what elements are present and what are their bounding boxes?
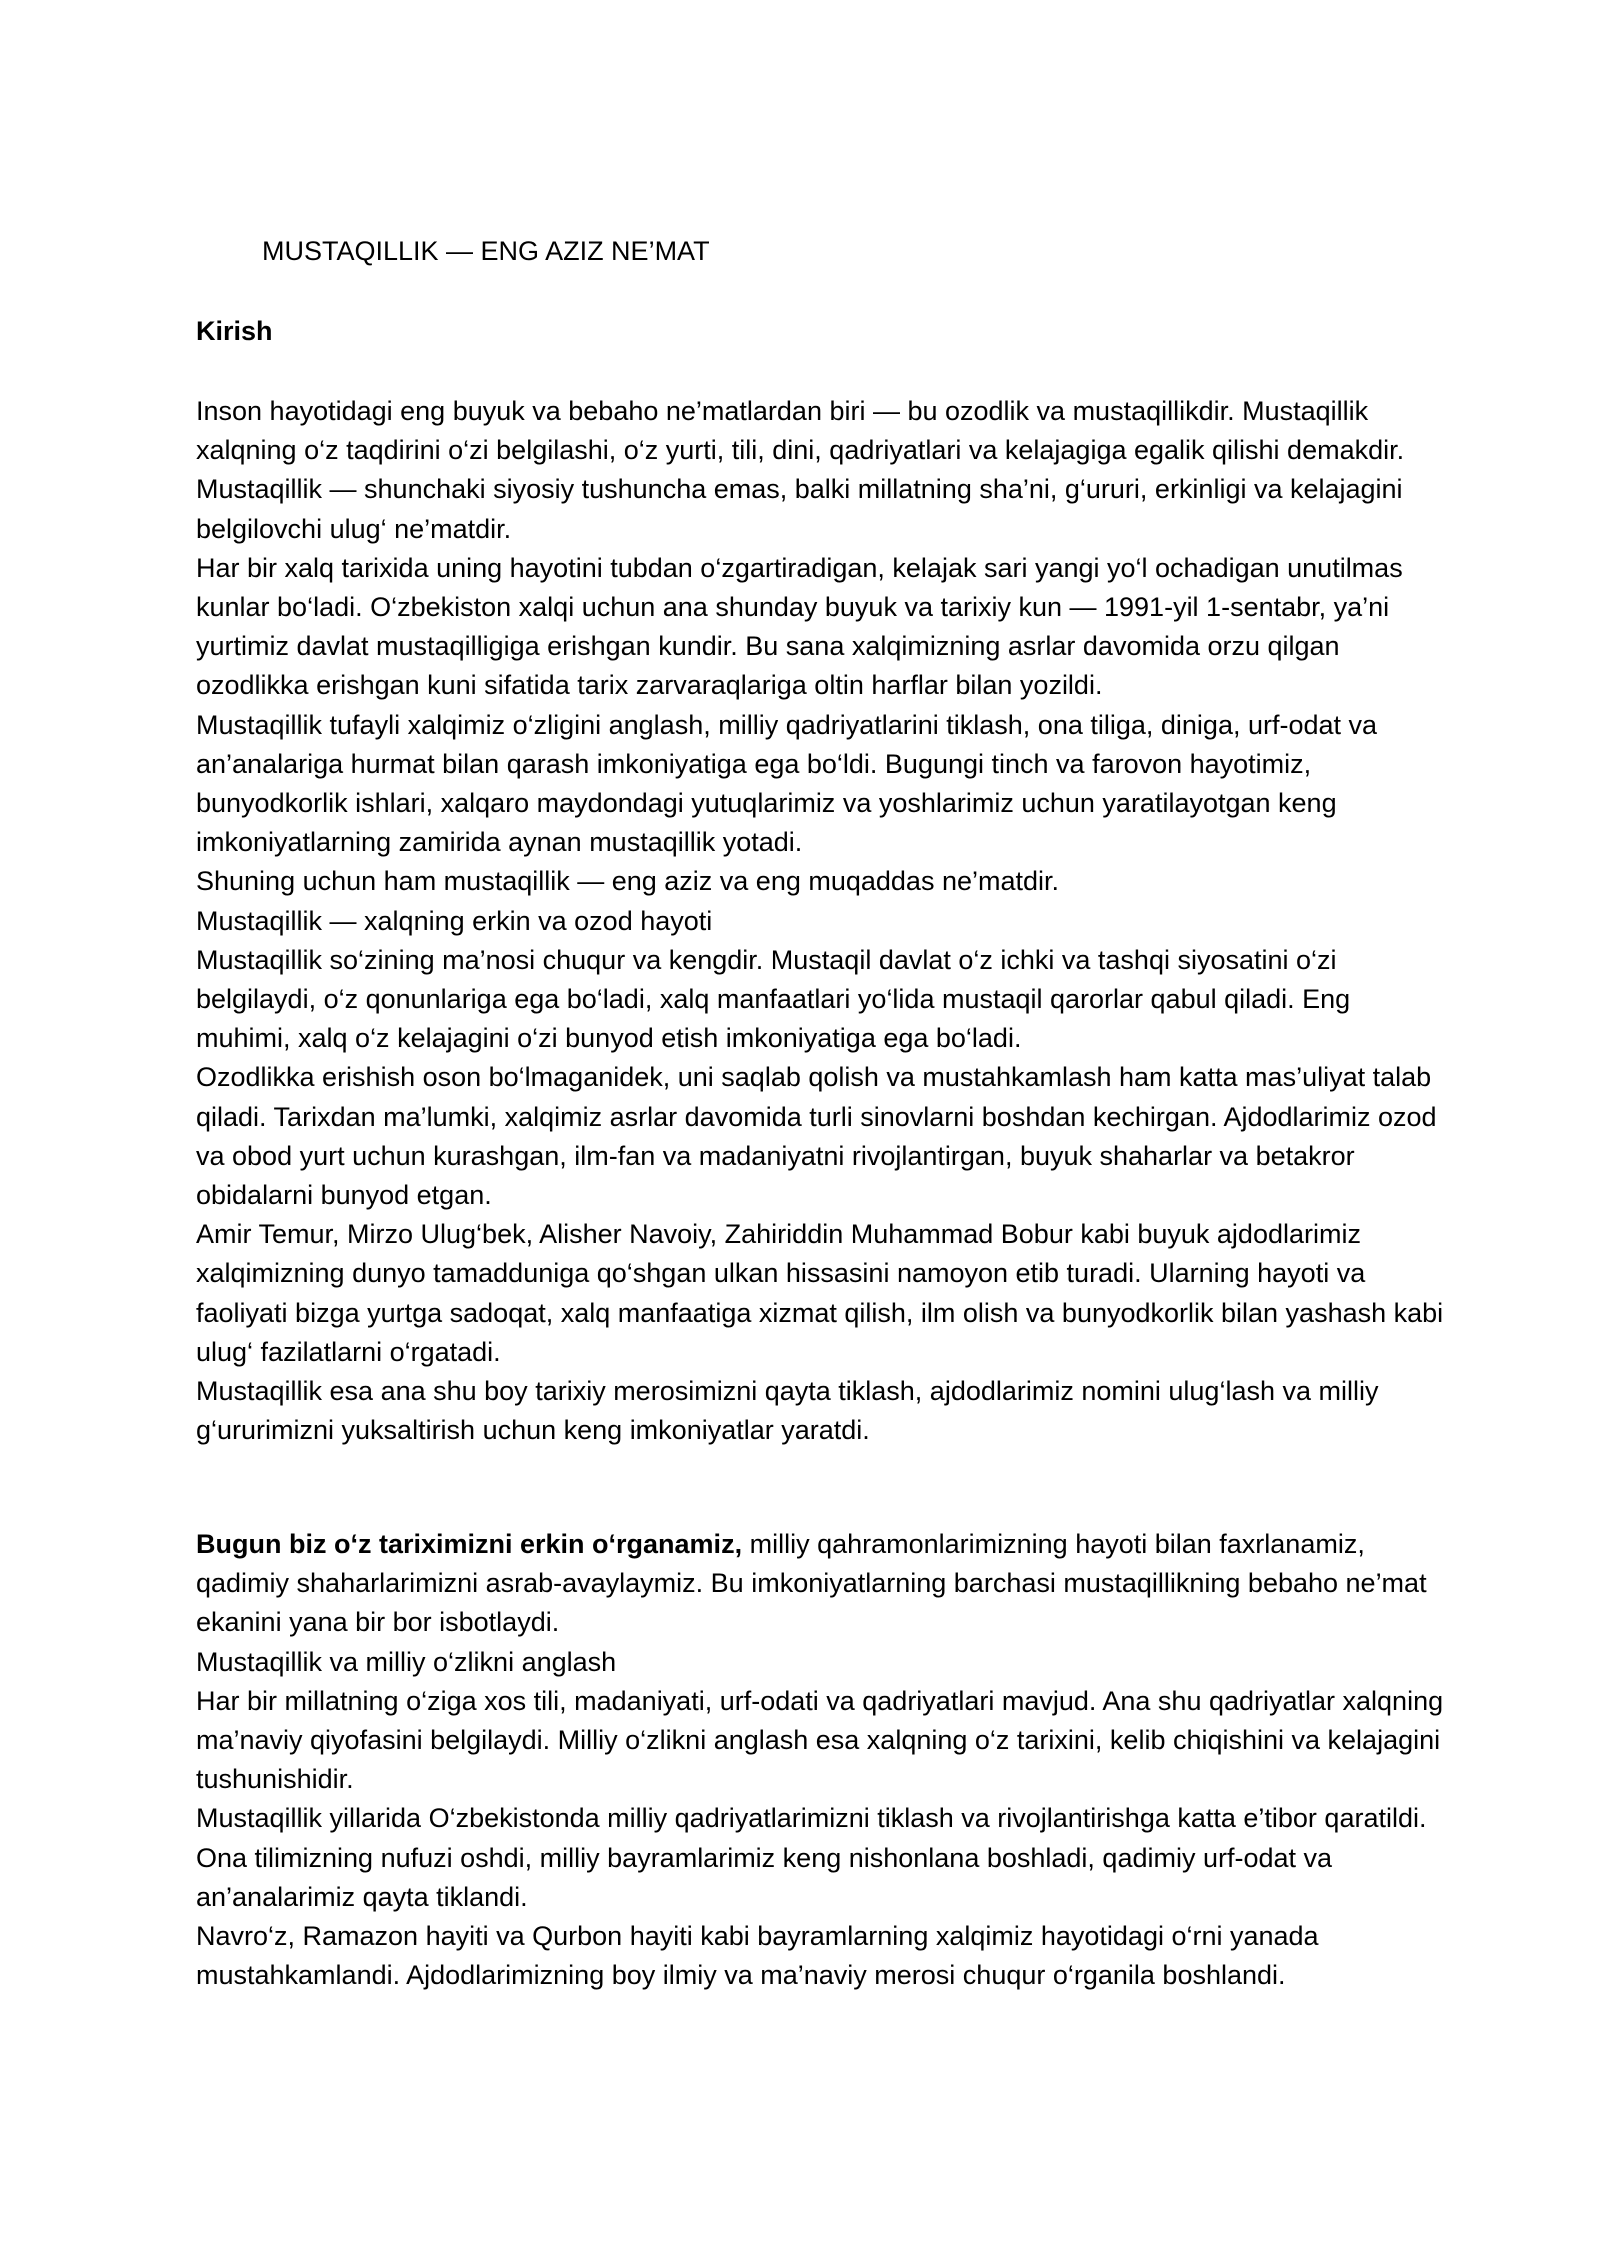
paragraph [196, 1525, 1446, 1643]
bold-lead-text: Bugun biz o‘z tariximizni erkin o‘rganamiz, [196, 1529, 743, 1559]
history-section [196, 1525, 1446, 1995]
paragraph: Navro‘z, Ramazon hayiti va Qurbon hayiti kabi bayramlarning xalqimiz hayotidagi o‘rni yanada mustahkamlandi. Ajdodlarimizning boy ilmiy va ma’naviy merosi chuqur o‘rganila boshlandi. [196, 1921, 1319, 1991]
paragraph: Shuning uchun ham mustaqillik — eng aziz va eng muqaddas ne’matdir. [196, 866, 1059, 897]
section-subheading: Mustaqillik — xalqning erkin va ozod hayoti [196, 905, 713, 936]
document-title: MUSTAQILLIK — ENG AZIZ NE’MAT [262, 236, 710, 266]
paragraph: Mustaqillik yillarida O‘zbekistonda milliy qadriyatlarimizni tiklash va rivojlantirishga katta e’tibor qaratildi. Ona tilimizning nufuzi oshdi, milliy bayramlarimiz keng nishonlana boshladi, qadimiy urf-odat va an’analarimiz qayta tiklandi. [196, 1803, 1427, 1912]
paragraph: Amir Temur, Mirzo Ulug‘bek, Alisher Navoiy, Zahiriddin Muhammad Bobur kabi buyuk ajdodlarimiz xalqimizning dunyo tamadduniga qo‘shgan ulkan hissasini namoyon etib turadi. Ularning hayoti va faoliyati bizga yurtga sadoqat, xalq manfaatiga xizmat qilish, ilm olish va bunyodkorlik bilan yashash kabi ulug‘ fazilatlarni o‘rgatadi. [196, 1219, 1444, 1367]
paragraph: Mustaqillik esa ana shu boy tarixiy merosimizni qayta tiklash, ajdodlarimiz nomini ulug‘lash va milliy g‘ururimizni yuksaltirish uchun keng imkoniyatlar yaratdi. [196, 1376, 1379, 1446]
paragraph: Inson hayotidagi eng buyuk va bebaho ne’matlardan biri — bu ozodlik va mustaqillikdir. Mustaqillik xalqning o‘z taqdirini o‘zi belgilashi, o‘z yurti, tili, dini, qadriyatlari va kelajagiga egalik qilishi demakdir. Mustaqillik — shunchaki siyosiy tushuncha emas, balki millatning sha’ni, g‘ururi, erkinligi va kelajagini belgilovchi ulug‘ ne’matdir. [196, 396, 1405, 544]
section-subheading: Mustaqillik va milliy o‘zlikni anglash [196, 1646, 617, 1677]
intro-section [196, 392, 1446, 1450]
paragraph: Ozodlikka erishish oson bo‘lmaganidek, uni saqlab qolish va mustahkamlash ham katta mas’uliyat talab qiladi. Tarixdan ma’lumki, xalqimiz asrlar davomida turli sinovlarni boshdan kechirgan. Ajdodlarimiz ozod va obod yurt uchun kurashgan, ilm-fan va madaniyatni rivojlantirgan, buyuk shaharlar va betakror obidalarni bunyod etgan. [196, 1062, 1437, 1211]
intro-heading: Kirish [196, 316, 273, 346]
paragraph-text: milliy qahramonlarimizning hayoti bilan faxrlanamiz, qadimiy shaharlarimizni asrab-avaylaymiz. Bu imkoniyatlarning barchasi mustaqillikning bebaho ne’mat ekanini yana bir bor isbotlaydi. [196, 1529, 1427, 1638]
paragraph: Har bir millatning o‘ziga xos tili, madaniyati, urf-odati va qadriyatlari mavjud. Ana shu qadriyatlar xalqning ma’naviy qiyofasini belgilaydi. Milliy o‘zlikni anglash esa xalqning o‘z tarixini, kelib chiqishini va kelajagini tushunishidir. [196, 1685, 1444, 1795]
paragraph: Har bir xalq tarixida uning hayotini tubdan o‘zgartiradigan, kelajak sari yangi yo‘l ochadigan unutilmas kunlar bo‘ladi. O‘zbekiston xalqi uchun ana shunday buyuk va tarixiy kun — 1991-yil 1-sentabr, ya’ni yurtimiz davlat mustaqilligiga erishgan kundir. Bu sana xalqimizning asrlar davomida orzu qilgan ozodlikka erishgan kuni sifatida tarix zarvaraqlariga oltin harflar bilan yozildi. [196, 552, 1403, 701]
paragraph: Mustaqillik so‘zining ma’nosi chuqur va kengdir. Mustaqil davlat o‘z ichki va tashqi siyosatini o‘zi belgilaydi, o‘z qonunlariga ega bo‘ladi, xalq manfaatlari yo‘lida mustaqil qarorlar qabul qiladi. Eng muhimi, xalq o‘z kelajagini o‘zi bunyod etish imkoniyatiga ega bo‘ladi. [196, 944, 1351, 1054]
paragraph: Mustaqillik tufayli xalqimiz o‘zligini anglash, milliy qadriyatlarini tiklash, ona tiliga, diniga, urf-odat va an’analariga hurmat bilan qarash imkoniyatiga ega bo‘ldi. Bugungi tinch va farovon hayotimiz, bunyodkorlik ishlari, xalqaro maydondagi yutuqlarimiz va yoshlarimiz uchun yaratilayotgan keng imkoniyatlarning zamirida aynan mustaqillik yotadi. [196, 709, 1378, 858]
